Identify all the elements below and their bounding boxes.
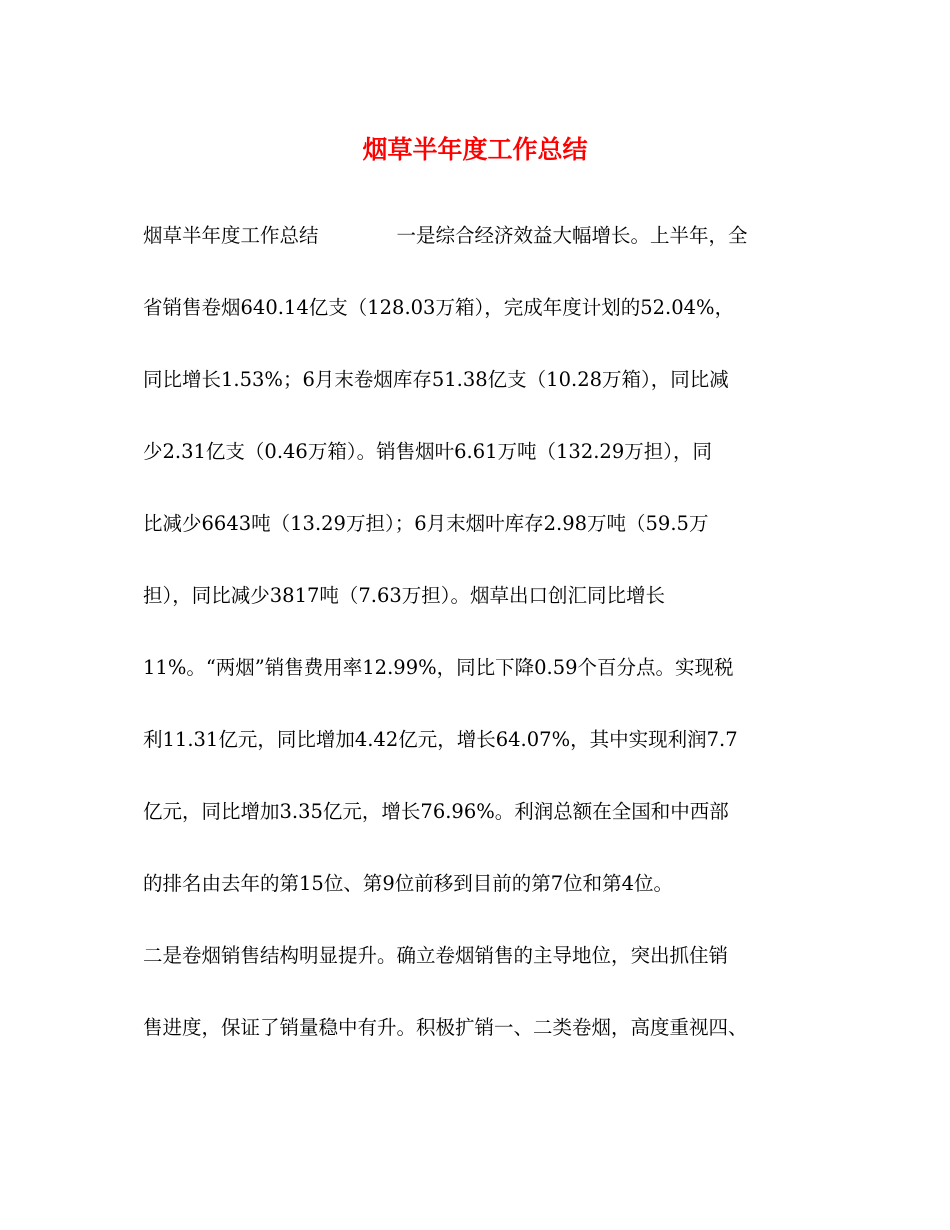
body-line-12: 售进度，保证了销量稳中有升。积极扩销一、二类卷烟，高度重视四、 bbox=[143, 1016, 748, 1039]
body-line-11: 二是卷烟销售结构明显提升。确立卷烟销售的主导地位，突出抓住销 bbox=[143, 944, 729, 967]
body-line-2: 省销售卷烟640.14亿支（128.03万箱），完成年度计划的52.04%， bbox=[143, 296, 735, 319]
body-line-10: 的排名由去年的第15位、第9位前移到目前的第7位和第4位。 bbox=[143, 872, 674, 895]
body-line-4: 少2.31亿支（0.46万箱）。销售烟叶6.61万吨（132.29万担），同 bbox=[143, 440, 712, 463]
document-title: 烟草半年度工作总结 bbox=[362, 135, 588, 164]
body-line-9: 亿元，同比增加3.35亿元，增长76.96%。利润总额在全国和中西部 bbox=[143, 800, 729, 823]
body-line-1 bbox=[143, 216, 823, 256]
body-line-3: 同比增长1.53%；6月末卷烟库存51.38亿支（10.28万箱），同比减 bbox=[143, 368, 729, 391]
body-line-6: 担），同比减少3817吨（7.63万担）。烟草出口创汇同比增长 bbox=[143, 584, 666, 607]
body-line-5: 比减少6643吨（13.29万担）；6月末烟叶库存2.98万吨（59.5万 bbox=[143, 512, 709, 535]
body-line-1-text: 一是综合经济效益大幅增长。上半年，全 bbox=[396, 224, 748, 247]
body-line-8: 利11.31亿元，同比增加4.42亿元，增长64.07%，其中实现利润7.7 bbox=[143, 728, 738, 751]
body-line-7: 11%。“两烟”销售费用率12.99%，同比下降0.59个百分点。实现税 bbox=[143, 656, 734, 679]
lead-label: 烟草半年度工作总结 bbox=[143, 224, 319, 247]
